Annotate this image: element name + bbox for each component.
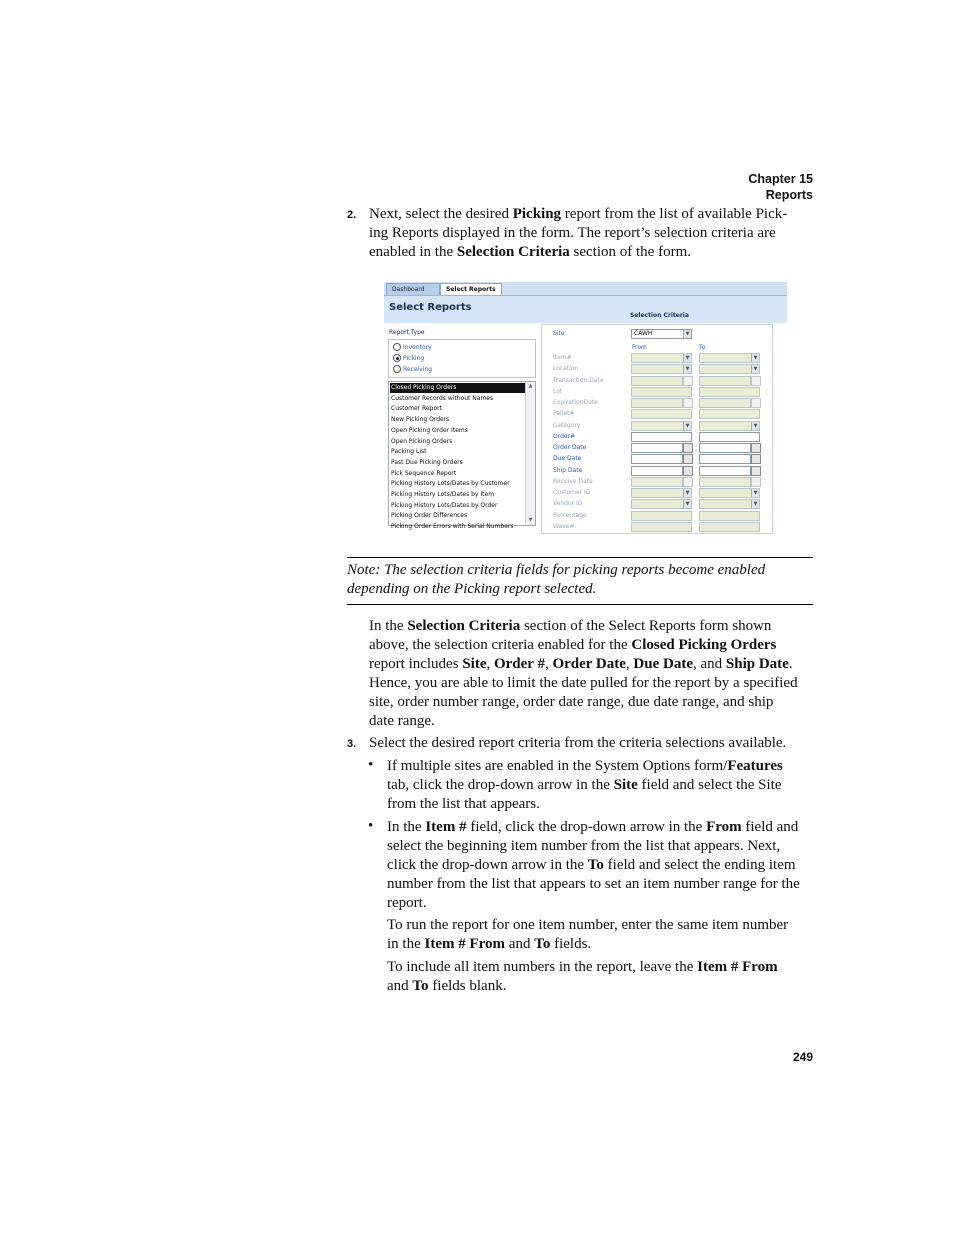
calendar-icon[interactable] (751, 443, 761, 453)
criteria-from-field[interactable] (631, 443, 683, 453)
criteria-label: Due Date (553, 455, 582, 463)
site-dropdown[interactable] (631, 329, 692, 339)
criteria-from-field (631, 364, 692, 374)
to-label: To (699, 344, 706, 351)
chevron-down-icon: ▼ (751, 365, 759, 373)
report-list-scrollbar[interactable] (525, 382, 535, 525)
criteria-label: Vendor ID (553, 500, 583, 508)
report-list-item[interactable]: Pick Sequence Report (391, 469, 457, 477)
from-label: From (632, 344, 647, 351)
report-type-label: Report Type (389, 329, 425, 336)
criteria-from-field (631, 409, 692, 419)
criteria-from-field (631, 488, 692, 498)
report-list-item[interactable]: Closed Picking Orders (390, 383, 525, 393)
chevron-down-icon: ▼ (751, 354, 759, 362)
calendar-icon[interactable] (683, 454, 693, 464)
criteria-to-field[interactable] (699, 466, 751, 476)
single-item-instructions: To run the report for one item number, enter the same item number in the Item # From and To fields. (387, 917, 789, 952)
calendar-icon (683, 376, 693, 386)
criteria-label: Ship Date (553, 466, 583, 474)
page-number: 249 (792, 1050, 813, 1064)
calendar-icon (751, 376, 761, 386)
criteria-label: ExpirationDate (553, 399, 598, 406)
radio-inventory[interactable] (393, 343, 401, 351)
chevron-down-icon: ▼ (751, 489, 759, 497)
report-list-item[interactable]: Customer Records without Names (391, 394, 494, 402)
report-list-item[interactable]: Past Due Picking Orders (391, 458, 463, 466)
criteria-to-field (699, 421, 760, 431)
criteria-from-field (631, 421, 692, 431)
selection-criteria-title: Selection Criteria (630, 312, 689, 319)
criteria-from-field (631, 353, 692, 363)
criteria-from-field[interactable] (631, 454, 683, 464)
scroll-up-icon[interactable]: ▲ (528, 383, 533, 389)
calendar-icon (683, 477, 693, 487)
note-box (347, 557, 813, 605)
criteria-from-field (631, 499, 692, 509)
chevron-down-icon: ▼ (683, 500, 691, 508)
criteria-label: Lot (553, 387, 563, 395)
criteria-from-field (631, 387, 692, 397)
radio-receiving[interactable] (393, 365, 401, 373)
tab-dashboard[interactable]: Dashboard (386, 283, 440, 295)
all-items-instructions: To include all item numbers in the report, leave the Item # From and To fields blank. (387, 959, 778, 994)
chevron-down-icon: ▼ (683, 489, 691, 497)
criteria-to-field (699, 499, 760, 509)
running-header (748, 171, 813, 203)
report-list-item[interactable]: Open Picking Order Items (391, 426, 468, 434)
criteria-label: Transaction Date (553, 376, 604, 384)
step-3-text: Select the desired report criteria from the criteria selections available. (369, 735, 787, 751)
note-line-2: depending on the Picking report selected. (347, 581, 597, 597)
site-value: CAWH (634, 330, 653, 337)
site-label: Site (553, 330, 565, 337)
criteria-label: Location (553, 365, 579, 373)
criteria-to-field (699, 376, 751, 386)
criteria-from-field[interactable] (631, 432, 692, 442)
criteria-from-field (631, 376, 683, 386)
report-type-option-label: Receiving (403, 366, 433, 373)
section-label: Reports (765, 188, 813, 202)
bullet-2-marker: • (368, 818, 374, 834)
chapter-label: Chapter 15 (748, 172, 813, 186)
chevron-down-icon: ▼ (683, 422, 691, 430)
bullet-2-text: In the Item # field, click the drop-down arrow in the From field and select the beginning item number from the list that appears. Next, click the drop-down arrow in the To field and select the ending item number from the list that appears to set an item number range for the report. (387, 819, 800, 911)
criteria-label: Receive Date (553, 477, 593, 485)
calendar-icon (751, 398, 761, 408)
step-2-number: 2. (347, 209, 357, 221)
criteria-to-field (699, 353, 760, 363)
criteria-to-field (699, 409, 760, 419)
criteria-to-field[interactable] (699, 443, 751, 453)
criteria-label: Item# (553, 354, 572, 361)
criteria-explanation: In the Selection Criteria section of the Select Reports form shown above, the selection criteria enabled for the Closed Picking Orders report includes Site, Order #, Order Date, Due Date, and Ship Date. Hence, you are able to limit the date pulled for the report by a specified site, order number range, order date range, due date range, and ship date range. (369, 618, 798, 729)
criteria-label: Category (553, 421, 581, 429)
criteria-to-field (699, 477, 751, 487)
report-list-item[interactable]: Packing List (391, 448, 427, 456)
calendar-icon (683, 398, 693, 408)
criteria-from-field (631, 398, 683, 408)
report-list-item[interactable]: Picking Order Differences (391, 512, 468, 520)
criteria-to-field (699, 398, 751, 408)
selection-criteria-panel (541, 324, 773, 534)
criteria-to-field[interactable] (699, 454, 751, 464)
criteria-to-field (699, 511, 760, 521)
report-list-item[interactable]: Picking Order Errors with Serial Numbers (391, 523, 514, 531)
form-title: Select Reports (389, 302, 472, 313)
report-type-option-label: Inventory (403, 344, 432, 351)
report-list-item[interactable]: New Picking Orders (391, 416, 450, 424)
criteria-label: Pallet# (553, 410, 575, 418)
chevron-down-icon[interactable]: ▼ (683, 330, 691, 338)
criteria-label: Order# (553, 432, 576, 440)
report-list-item[interactable]: Picking History Lots/Dates by Customer (391, 480, 510, 488)
calendar-icon[interactable] (751, 454, 761, 464)
criteria-label: Wave# (553, 522, 575, 530)
calendar-icon[interactable] (683, 466, 693, 476)
criteria-label: Customer ID (553, 489, 591, 496)
criteria-from-field (631, 477, 683, 487)
tab-bar (384, 282, 787, 296)
report-list-item[interactable]: Picking History Lots/Dates by Item (391, 491, 495, 498)
criteria-to-field (699, 488, 760, 498)
criteria-to-field (699, 364, 760, 374)
radio-picking[interactable] (393, 354, 401, 362)
criteria-label: Order Date (553, 444, 587, 451)
tab-select-reports[interactable]: Select Reports (440, 283, 502, 295)
bullet-1-text: If multiple sites are enabled in the System Options form/Features tab, click the drop-down arrow in the Site field and select the Site from the list that appears. (387, 758, 783, 812)
report-type-group (388, 339, 536, 378)
criteria-from-field[interactable] (631, 466, 683, 476)
chevron-down-icon: ▼ (683, 354, 691, 362)
step-3-number: 3. (347, 738, 357, 750)
criteria-to-field (699, 387, 760, 397)
calendar-icon[interactable] (751, 466, 761, 476)
criteria-label: Percentage (553, 511, 587, 519)
report-list-item[interactable]: Picking History Lots/Dates by Order (391, 501, 498, 509)
form-title-bar (384, 296, 787, 323)
criteria-from-field (631, 511, 692, 521)
calendar-icon[interactable] (683, 443, 693, 453)
chevron-down-icon: ▼ (683, 365, 691, 373)
chevron-down-icon: ▼ (751, 500, 759, 508)
report-list-item[interactable]: Customer Report (391, 405, 442, 413)
chevron-down-icon: ▼ (751, 422, 759, 430)
calendar-icon (751, 477, 761, 487)
note-line-1: Note: The selection criteria fields for picking reports become enabled (347, 562, 766, 578)
criteria-to-field (699, 522, 760, 532)
bullet-1-marker: • (368, 757, 374, 773)
criteria-from-field (631, 522, 692, 532)
scroll-down-icon[interactable]: ▼ (528, 517, 533, 523)
select-reports-screenshot (384, 282, 787, 534)
report-list[interactable] (388, 381, 536, 531)
criteria-to-field[interactable] (699, 432, 760, 442)
report-type-option-label: Picking (403, 355, 425, 362)
step-2-text: Next, select the desired Picking report from the list of available Pick- ing Reports displayed in the form. The report’s selection criteria are enabled in the Selection Criteria section of the form. (369, 206, 788, 260)
report-list-item[interactable]: Open Picking Orders (391, 437, 453, 445)
